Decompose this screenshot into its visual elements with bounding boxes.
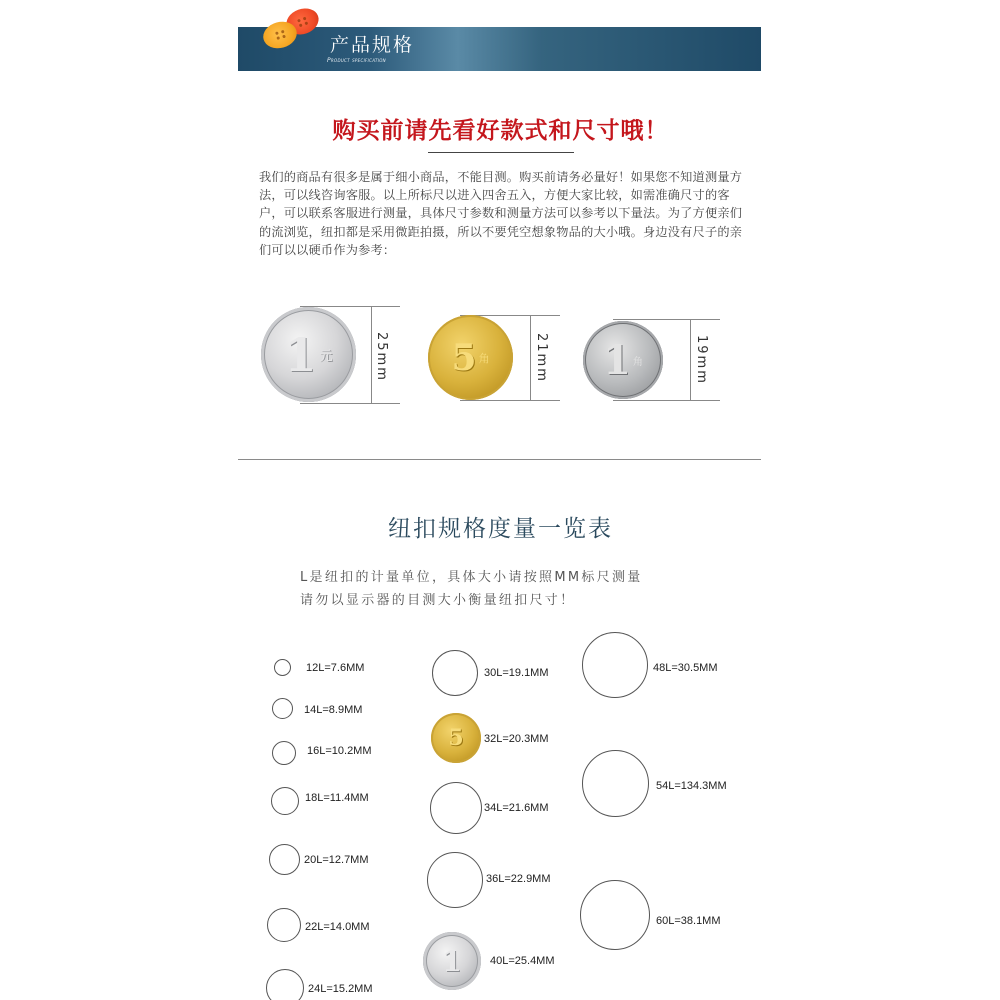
size-label: 40L=25.4MM — [490, 955, 555, 967]
header-banner — [238, 27, 761, 71]
divider — [428, 152, 574, 153]
size-label: 24L=15.2MM — [308, 983, 373, 995]
size-circle — [582, 750, 649, 817]
dimension-line — [300, 403, 400, 404]
size-circle — [580, 880, 650, 950]
size-note: L是纽扣的计量单位，具体大小请按照MM标尺测量 请勿以显示器的目测大小衡量纽扣尺寸！ — [300, 570, 643, 608]
size-label: 20L=12.7MM — [304, 854, 369, 866]
size-label: 16L=10.2MM — [307, 745, 372, 757]
size-table-heading: 纽扣规格度量一览表 — [388, 516, 613, 542]
size-circle — [269, 844, 300, 875]
five-jiao-coin: 5 角 — [428, 315, 513, 400]
size-circle — [271, 787, 299, 815]
dimension-line — [613, 319, 720, 320]
section-title: 产品规格 — [330, 34, 415, 56]
dimension-line — [613, 400, 720, 401]
divider — [238, 459, 761, 460]
coin-diameter: 25mm — [374, 332, 389, 382]
notice-heading: 购买前请先看好款式和尺寸哦！ — [332, 118, 669, 144]
one-yuan-coin: 1 元 — [261, 307, 356, 402]
coin-diameter: 19mm — [694, 335, 709, 385]
size-label: 14L=8.9MM — [304, 704, 363, 716]
size-label: 54L=134.3MM — [656, 780, 727, 792]
dimension-line — [690, 319, 691, 400]
one-yuan-coin: 1 — [423, 932, 481, 990]
dimension-line — [460, 400, 560, 401]
dimension-line — [530, 315, 531, 400]
size-label: 18L=11.4MM — [305, 792, 369, 804]
size-circle — [430, 782, 482, 834]
size-label: 48L=30.5MM — [653, 662, 718, 674]
size-circle — [427, 852, 483, 908]
size-label: 34L=21.6MM — [484, 802, 549, 814]
five-jiao-coin: 5 — [431, 713, 481, 763]
size-circle — [272, 741, 296, 765]
size-label: 22L=14.0MM — [305, 921, 370, 933]
size-circle — [274, 659, 291, 676]
size-circle — [266, 969, 304, 1000]
dimension-line — [371, 306, 372, 403]
size-circle — [272, 698, 293, 719]
size-circle — [432, 650, 478, 696]
intro-paragraph: 我们的商品有很多是属于细小商品，不能目测。购买前请务必量好！如果您不知道测量方法，可以线咨询客服。以上所标尺以进入四舍五入，方便大家比较，如需准确尺寸的客户，可以联系客服进行测量，具体尺寸参数和测量方法可以参考以下量法。为了方便亲们的流浏览，纽扣都是采用微距拍摄，所以不要凭空想象物品的大小哦。身边没有尺子的亲们可以以硬币作为参考： — [259, 170, 743, 257]
one-jiao-coin: 1 角 — [583, 321, 663, 399]
coin-diameter: 21mm — [534, 333, 549, 383]
size-label: 30L=19.1MM — [484, 667, 549, 679]
size-circle — [267, 908, 301, 942]
size-circle — [582, 632, 648, 698]
size-label: 60L=38.1MM — [656, 915, 721, 927]
size-label: 32L=20.3MM — [484, 733, 549, 745]
size-label: 12L=7.6MM — [306, 662, 365, 674]
section-subtitle: Product specification — [327, 57, 386, 64]
size-label: 36L=22.9MM — [486, 873, 551, 885]
